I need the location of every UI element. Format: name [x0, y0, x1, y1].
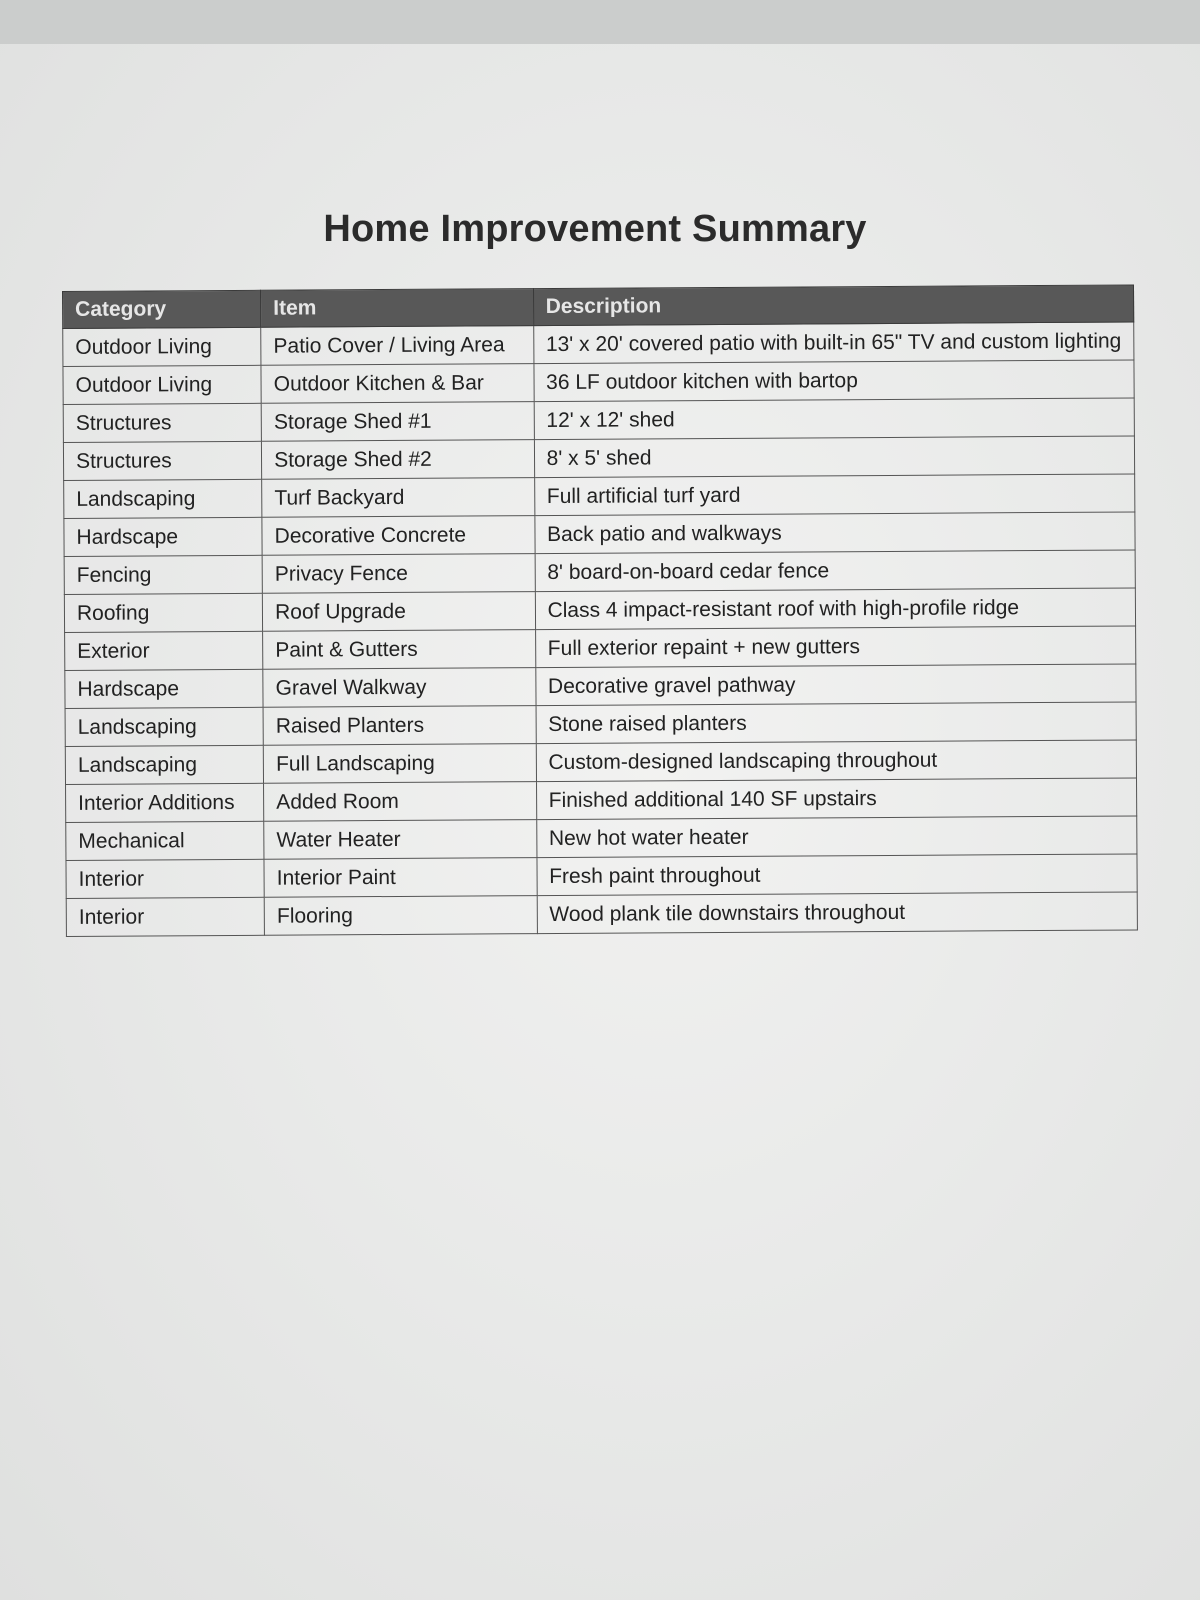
table-row	[65, 664, 1136, 709]
summary-table	[62, 284, 1138, 937]
paper-top-edge	[0, 0, 1200, 45]
cell-category: Landscaping	[65, 745, 263, 784]
cell-description: 12' x 12' shed	[534, 398, 1135, 440]
table-row	[66, 892, 1137, 937]
cell-category: Structures	[63, 403, 261, 442]
cell-description: Finished additional 140 SF upstairs	[536, 778, 1137, 820]
header-category: Category	[63, 290, 261, 328]
cell-description: Full exterior repaint + new gutters	[535, 626, 1136, 668]
cell-category: Hardscape	[64, 517, 262, 556]
cell-category: Outdoor Living	[63, 365, 261, 404]
cell-category: Fencing	[64, 555, 262, 594]
cell-description: Full artificial turf yard	[534, 474, 1135, 516]
cell-item: Decorative Concrete	[262, 516, 535, 556]
cell-category: Structures	[63, 441, 261, 480]
cell-category: Interior	[66, 897, 264, 936]
cell-item: Storage Shed #1	[261, 402, 534, 442]
cell-category: Hardscape	[65, 669, 263, 708]
cell-item: Paint & Gutters	[263, 630, 536, 670]
cell-category: Landscaping	[65, 707, 263, 746]
cell-item: Outdoor Kitchen & Bar	[261, 364, 534, 404]
cell-item: Patio Cover / Living Area	[261, 326, 534, 366]
table-row	[64, 588, 1135, 633]
cell-item: Added Room	[264, 782, 537, 822]
table-row	[65, 702, 1136, 747]
cell-description: Wood plank tile downstairs throughout	[537, 892, 1138, 934]
cell-item: Storage Shed #2	[262, 440, 535, 480]
table-row	[63, 436, 1134, 481]
cell-item: Full Landscaping	[263, 744, 536, 784]
table-row	[65, 740, 1136, 785]
document-title: Home Improvement Summary	[323, 208, 867, 250]
table-row	[63, 360, 1134, 405]
cell-category: Landscaping	[64, 479, 262, 518]
cell-description: Decorative gravel pathway	[535, 664, 1136, 706]
cell-category: Interior Additions	[66, 783, 264, 822]
header-item: Item	[261, 289, 534, 328]
table-row	[64, 550, 1135, 595]
cell-description: Stone raised planters	[536, 702, 1137, 744]
cell-description: Back patio and walkways	[534, 512, 1135, 554]
cell-item: Roof Upgrade	[262, 592, 535, 632]
table-row	[63, 398, 1134, 443]
cell-category: Mechanical	[66, 821, 264, 860]
table-row	[64, 474, 1135, 519]
cell-item: Interior Paint	[264, 858, 537, 898]
cell-description: Class 4 impact-resistant roof with high-profile ridge	[535, 588, 1136, 630]
table-row	[64, 512, 1135, 557]
cell-description: 13' x 20' covered patio with built-in 65" TV and custom lighting	[533, 322, 1134, 364]
cell-item: Privacy Fence	[262, 554, 535, 594]
cell-category: Interior	[66, 859, 264, 898]
cell-item: Turf Backyard	[262, 478, 535, 518]
table-row	[66, 816, 1137, 861]
table-row	[66, 778, 1137, 823]
cell-description: Custom-designed landscaping throughout	[536, 740, 1137, 782]
cell-description: 36 LF outdoor kitchen with bartop	[534, 360, 1135, 402]
cell-item: Raised Planters	[263, 706, 536, 746]
cell-description: 8' board-on-board cedar fence	[535, 550, 1136, 592]
cell-item: Gravel Walkway	[263, 668, 536, 708]
table-row	[63, 322, 1134, 367]
cell-category: Roofing	[64, 593, 262, 632]
cell-category: Exterior	[65, 631, 263, 670]
cell-category: Outdoor Living	[63, 327, 261, 366]
cell-description: Fresh paint throughout	[537, 854, 1138, 896]
cell-description: 8' x 5' shed	[534, 436, 1135, 478]
table-row	[66, 854, 1137, 899]
cell-description: New hot water heater	[536, 816, 1137, 858]
cell-item: Water Heater	[264, 820, 537, 860]
cell-item: Flooring	[264, 896, 537, 936]
header-description: Description	[533, 285, 1134, 326]
table-row	[65, 626, 1136, 671]
